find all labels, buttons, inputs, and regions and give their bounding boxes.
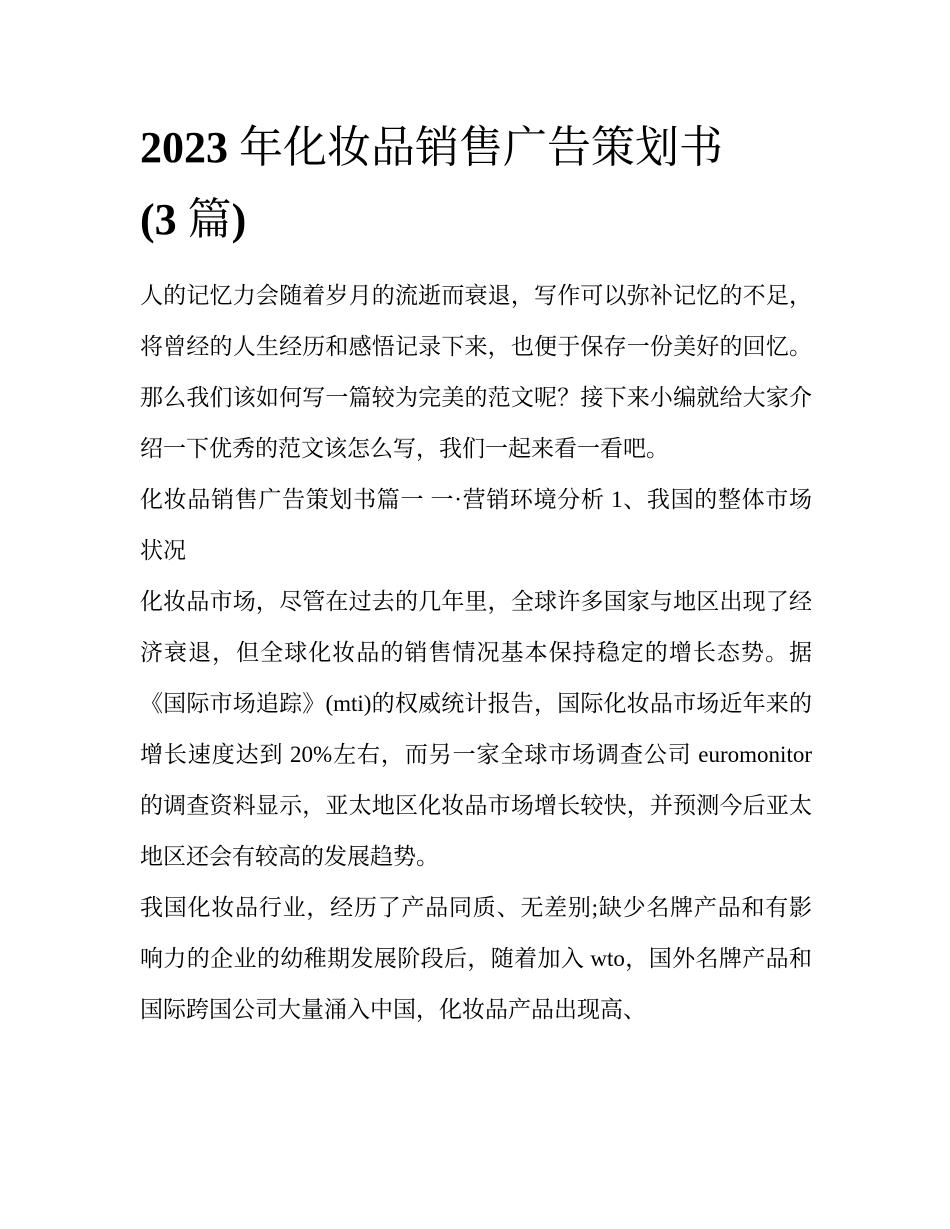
title-unit: 篇 <box>187 195 232 244</box>
intro-paragraph: 人的记忆力会随着岁月的流逝而衰退，写作可以弥补记忆的不足，将曾经的人生经历和感悟记录下来，也便于保存一份美好的回忆。那么我们该如何写一篇较为完美的范文呢？接下来小编就给大家介绍一下优秀的范文该怎么写，我们一起来看一看吧。 <box>140 283 812 461</box>
document-title <box>140 112 812 256</box>
title-year: 2023 <box>140 123 228 172</box>
title-paren-close: ) <box>231 195 247 244</box>
title-count: 3 <box>154 195 177 244</box>
document-page <box>140 112 812 1035</box>
body-paragraph: 化妆品市场，尽管在过去的几年里，全球许多国家与地区出现了经济衰退，但全球化妆品的销售情况基本保持稳定的增长态势。据《国际市场追踪》(mti)的权威统计报告，国际化妆品市场近年来的增长速度达到 20%左右，而另一家全球市场调查公司 euromonitor 的调查资料显示，亚太地区化妆品市场增长较快，并预测今后亚太地区还会有较高的发展趋势。 <box>140 589 812 869</box>
title-text: 年化妆品销售广告策划书 <box>239 123 723 172</box>
body-paragraph: 我国化妆品行业，经历了产品同质、无差别;缺少名牌产品和有影响力的企业的幼稚期发展阶段后，随着加入 wto，国外名牌产品和国际跨国公司大量涌入中国，化妆品产品出现高、 <box>140 895 812 1022</box>
section-heading-paragraph: 化妆品销售广告策划书篇一 一·营销环境分析 1、我国的整体市场状况 <box>140 487 812 563</box>
title-paren-open: ( <box>140 195 155 244</box>
